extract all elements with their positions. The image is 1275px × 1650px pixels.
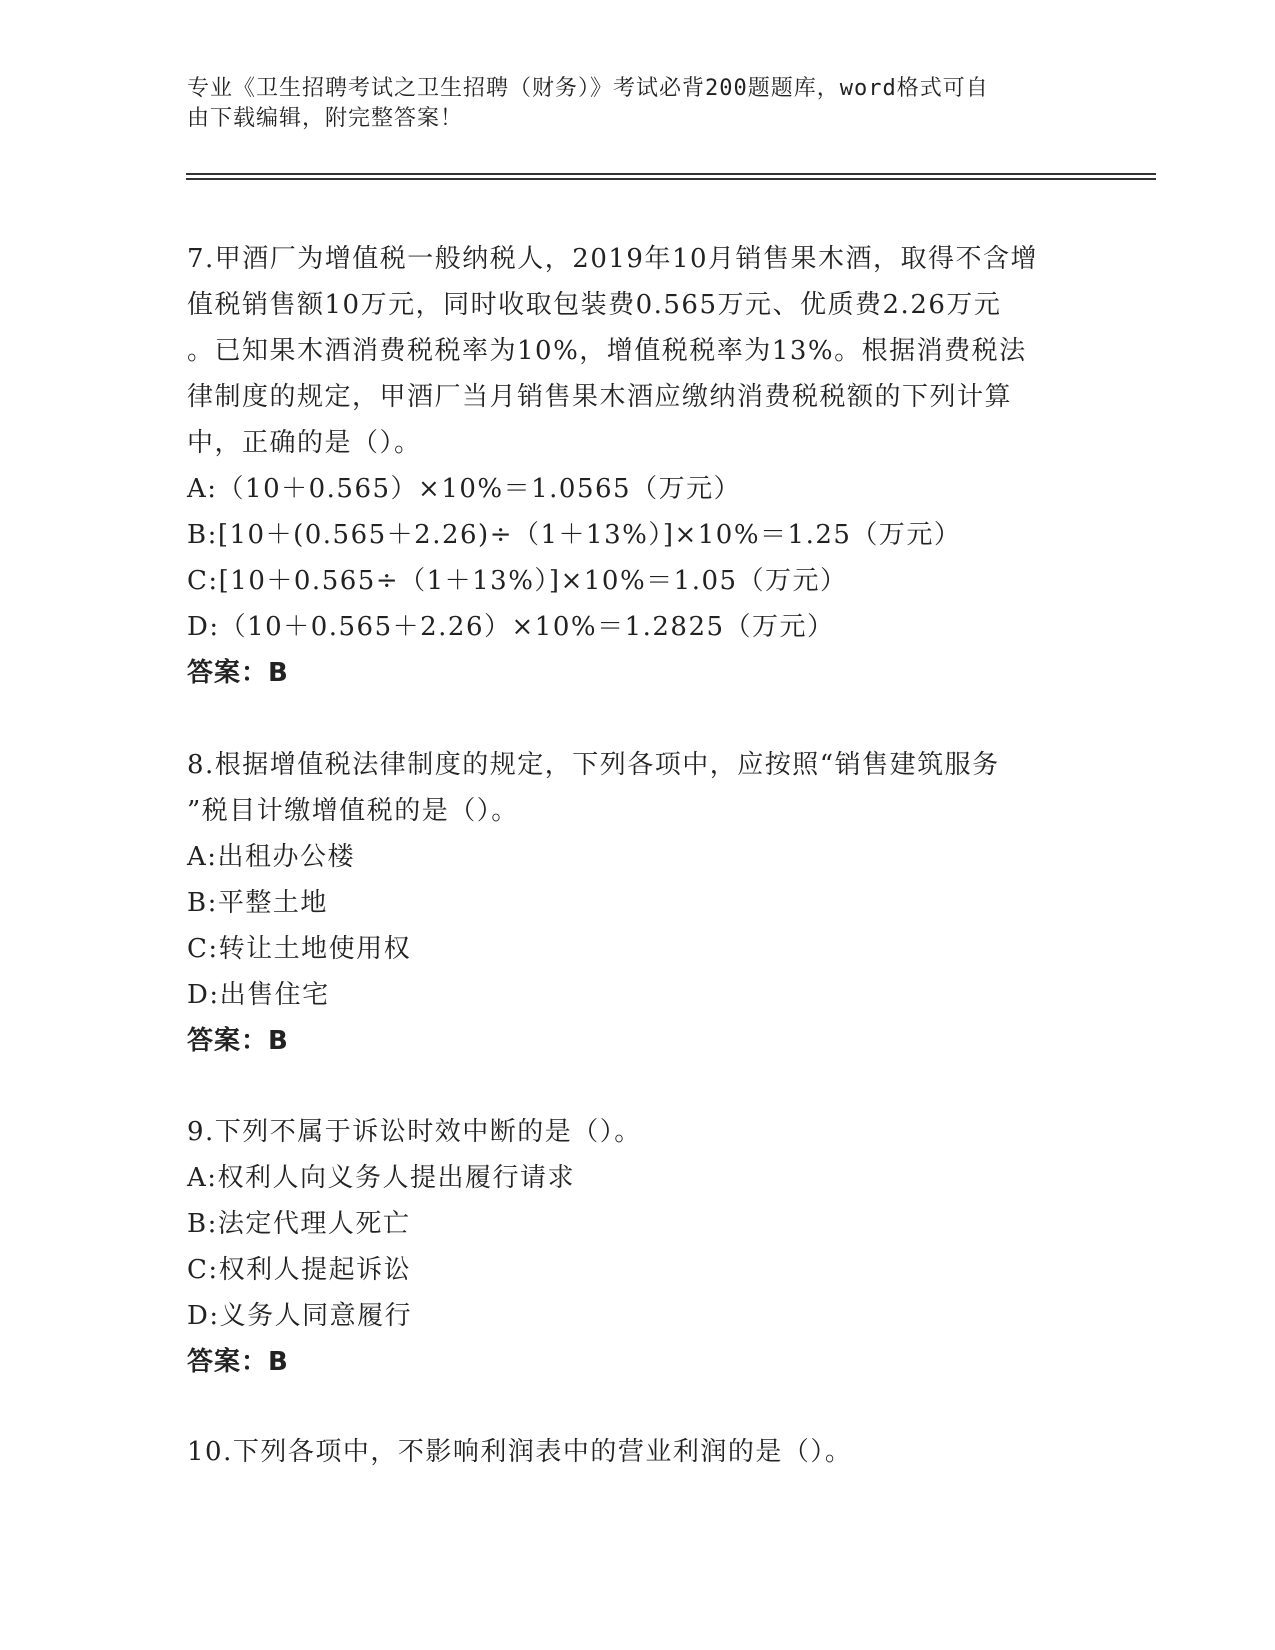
question-stem-line: ”税目计缴增值税的是（）。 [187,796,519,826]
answer: 答案：B [187,1026,289,1056]
question-9 [187,1109,1087,1385]
question-stem-line: 律制度的规定，甲酒厂当月销售果木酒应缴纳消费税税额的下列计算 [187,382,1013,412]
question-10 [187,1429,1087,1475]
question-stem-line: 7.甲酒厂为增值税一般纳税人，2019年10月销售果木酒，取得不含增 [187,244,1039,274]
option-d: D:出售住宅 [187,980,330,1010]
header-divider-top [186,173,1156,175]
option-b: B:平整土地 [187,888,328,918]
header-divider-bottom [186,178,1156,180]
option-d: D:（10＋0.565＋2.26）×10%＝1.2825（万元） [187,612,835,642]
option-c: C:权利人提起诉讼 [187,1255,412,1285]
answer: 答案：B [187,658,289,688]
document-header [187,74,1087,134]
option-c: C:转让土地使用权 [187,934,412,964]
option-b: B:法定代理人死亡 [187,1209,411,1239]
question-stem-line: 值税销售额10万元，同时收取包装费0.565万元、优质费2.26万元 [187,290,1002,320]
question-7 [187,236,1087,696]
question-stem-line: 8.根据增值税法律制度的规定，下列各项中，应按照“销售建筑服务 [187,750,1000,780]
option-a: A:出租办公楼 [187,842,356,872]
question-stem-line: 。已知果木酒消费税税率为10%，增值税税率为13%。根据消费税法 [187,336,1027,366]
question-stem-line: 9.下列不属于诉讼时效中断的是（）。 [187,1117,642,1147]
header-line-1: 专业《卫生招聘考试之卫生招聘（财务）》考试必背200题题库，word格式可自 [187,76,989,101]
question-stem-line: 10.下列各项中，不影响利润表中的营业利润的是（）。 [187,1437,853,1467]
answer: 答案：B [187,1347,289,1377]
option-a: A:权利人向义务人提出履行请求 [187,1163,576,1193]
question-stem-line: 中，正确的是（）。 [187,428,422,458]
option-c: C:[10＋0.565÷（1＋13%）]×10%＝1.05（万元） [187,566,848,596]
option-b: B:[10＋(0.565＋2.26)÷（1＋13%）]×10%＝1.25（万元） [187,520,962,550]
option-a: A:（10＋0.565）×10%＝1.0565（万元） [187,474,742,504]
question-8 [187,742,1087,1064]
option-d: D:义务人同意履行 [187,1301,413,1331]
header-line-2: 由下载编辑，附完整答案！ [187,106,464,131]
